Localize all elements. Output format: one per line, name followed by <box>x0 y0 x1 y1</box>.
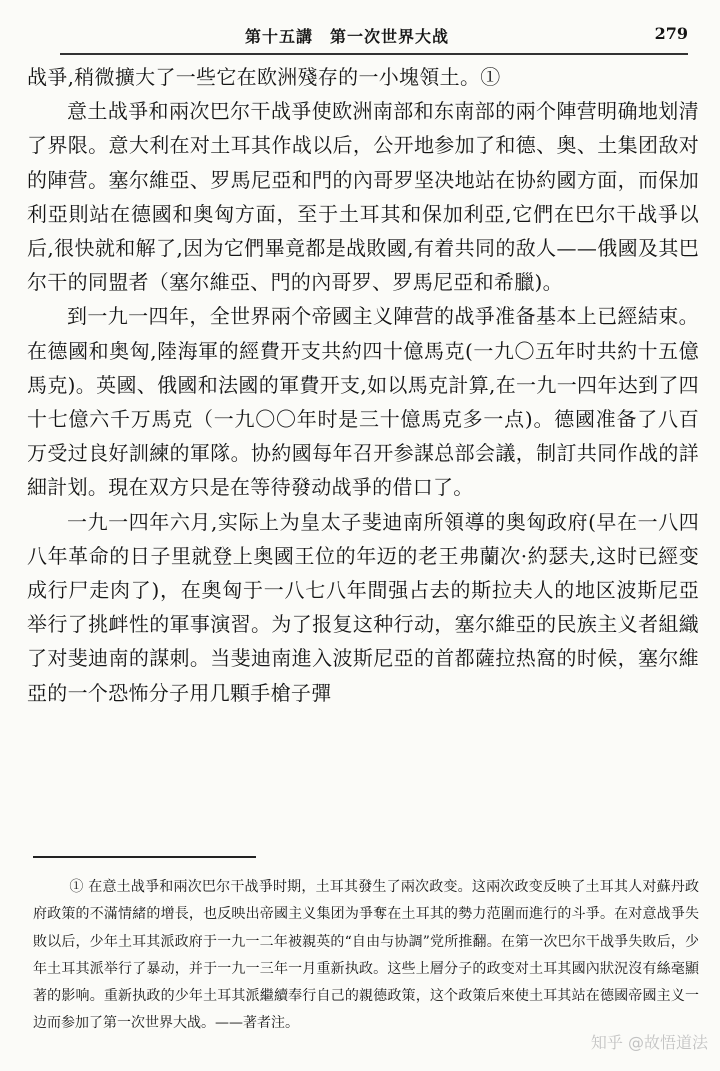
running-title: 第十五講 第一次世界大战 <box>245 27 450 46</box>
running-header <box>60 22 688 52</box>
watermark-text: 知乎 @故悟道法 <box>590 1033 708 1052</box>
paragraph: 意土战爭和兩次巴尔干战爭使欧洲南部和东南部的兩个陣营明确地划清了界限。意大利在对土耳其作战以后，公开地参加了和德、奥、土集团敌对的陣营。塞尔維亞、罗馬尼亞和門的內哥罗坚决地站在协約國方面，而保加利亞則站在德國和奥匈方面，至于土耳其和保加利亞,它們在巴尔干战爭以后,很快就和解了,因为它們畢竟都是战敗國,有着共同的敌人——俄國及其巴尔干的同盟者（塞尔維亞、門的內哥罗、罗馬尼亞和希臘)。 <box>27 99 699 295</box>
paragraph: 到一九一四年，全世界兩个帝國主义陣营的战爭准备基本上已經結束。在德國和奥匈,陸海軍的經費开支共約四十億馬克(一九〇五年时共約十五億馬克)。英國、俄國和法國的軍費开支,如以馬克計算,在一九一四年达到了四十七億六千万馬克（一九〇〇年时是三十億馬克多一点)。德國准备了八百万受过良好訓練的軍隊。协約國每年召开参謀总部会議，制訂共同作战的詳細計划。現在双方只是在等待發动战爭的借口了。 <box>27 304 699 500</box>
paragraph: 战爭,稍微擴大了一些它在欧洲殘存的一小塊領土。① <box>27 65 501 89</box>
footnote: ① 在意土战爭和兩次巴尔干战爭时期，土耳其發生了兩次政变。这兩次政变反映了土耳其人对蘇丹政府政策的不滿情緒的增長，也反映出帝國主义集团为爭奪在土耳其的勢力范圍而進行的斗爭。在对意战爭失敗以后，少年土耳其派政府于一九一二年被親英的“自由与协調”党所推翻。在第一次巴尔干战爭失敗后，少年土耳其派举行了暴动，并于一九一三年一月重新执政。这些上層分子的政变对土耳其國內狀況沒有絲毫顯著的影响。重新执政的少年土耳其派繼續奉行自己的親德政策，这个政策后來使土耳其站在德國帝國主义一边而参加了第一次世界大战。——著者注。 <box>33 879 699 1032</box>
footnote-rule <box>33 856 256 858</box>
page-number: 279 <box>654 24 688 43</box>
header-rule <box>60 53 688 55</box>
paragraph: 一九一四年六月,实际上为皇太子斐迪南所領導的奥匈政府(早在一八四八年革命的日子里就登上奥國王位的年迈的老王弗蘭次·約瑟夫,这时已經变成行尸走肉了)，在奥匈于一八七八年間强占去的斯拉夫人的地区波斯尼亞举行了挑衅性的軍事演習。为了报复这种行动，塞尔維亞的民族主义者組織了对斐迪南的謀刺。当斐迪南進入波斯尼亞的首都薩拉热窩的时候，塞尔維亞的一个恐怖分子用几顆手槍子彈 <box>27 509 699 705</box>
watermark <box>591 1030 708 1053</box>
main-text <box>27 60 699 710</box>
